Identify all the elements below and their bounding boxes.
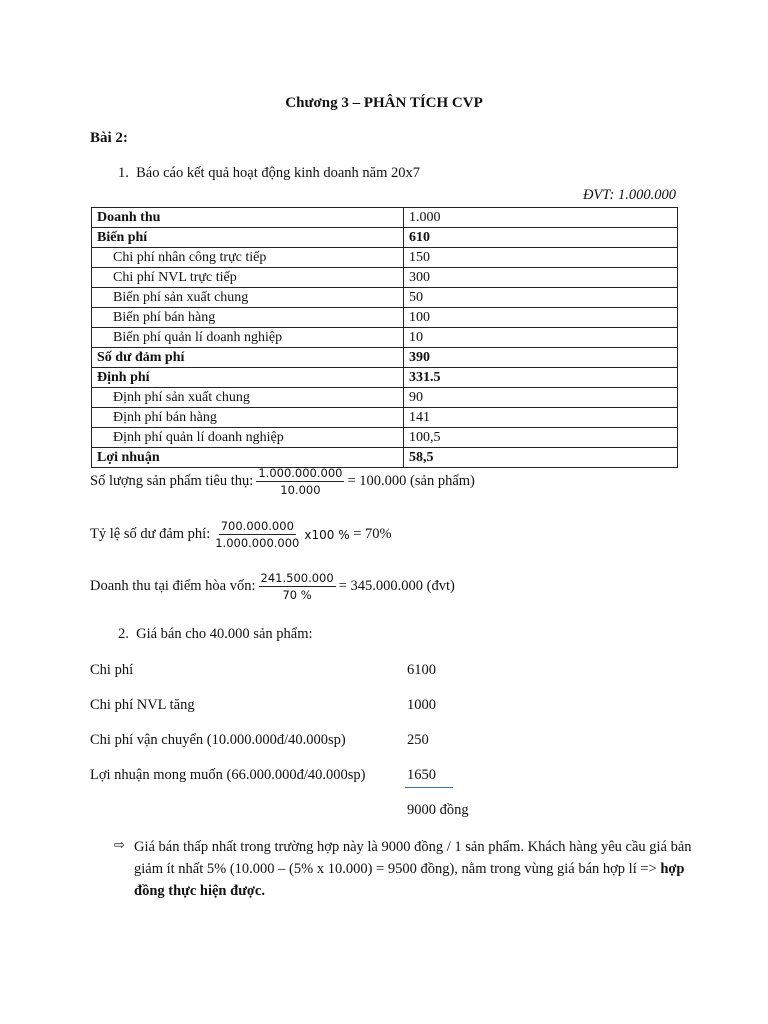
numerator: 700.000.000 [220, 519, 294, 533]
table-row [92, 328, 678, 348]
row-value: 300 [404, 268, 678, 288]
conclusion-bold: hợp đồng thực hiện được. [134, 861, 685, 899]
multiplier: x100 % [304, 527, 350, 542]
denominator: 1.000.000.000 [215, 536, 300, 550]
section-2-text: Giá bán cho 40.000 sản phẩm: [136, 626, 313, 642]
numerator: 241.500.000 [260, 571, 334, 585]
section-1-heading [118, 165, 420, 182]
row-value: 390 [404, 348, 678, 368]
row-label: Biến phí [92, 228, 404, 248]
row-value: 100 [404, 308, 678, 328]
cm-ratio-formula [90, 519, 392, 550]
formula-label: Tỷ lệ số dư đảm phí: [90, 526, 211, 542]
formula-result: = 345.000.000 (đvt) [338, 578, 455, 594]
formula-result: = 100.000 (sản phẩm) [347, 473, 475, 489]
row-label: Chi phí NVL trực tiếp [92, 268, 404, 288]
row-label: Định phí sản xuất chung [92, 388, 404, 408]
row-label: Lợi nhuận [92, 448, 404, 468]
cost-label: Chi phí vận chuyển (10.000.000đ/40.000sp) [90, 732, 346, 748]
table-row [92, 228, 678, 248]
cost-label: Chi phí NVL tăng [90, 697, 195, 713]
section-2-number: 2. [118, 626, 129, 642]
fraction [256, 466, 344, 497]
arrow-right-icon: ⇨ [114, 838, 125, 853]
table-row [92, 388, 678, 408]
table-row [92, 248, 678, 268]
row-value: 90 [404, 388, 678, 408]
row-label: Định phí bán hàng [92, 408, 404, 428]
section-2-heading [118, 626, 313, 643]
conclusion-text: Giá bán thấp nhất trong trường hợp này là 9000 đồng / 1 sản phẩm. Khách hàng yêu cầu giá bản giảm ít nhất 5% (10.000 – (5% x 10.000) = 9500 đồng), nằm trong vùng giá bán hợp lí => [134, 839, 692, 877]
cost-value: 6100 [407, 662, 436, 678]
numerator: 1.000.000.000 [258, 466, 343, 480]
table-row [92, 448, 678, 468]
row-value: 141 [404, 408, 678, 428]
row-label: Biến phí sản xuất chung [92, 288, 404, 308]
row-value: 100,5 [404, 428, 678, 448]
unit-note: ĐVT: 1.000.000 [582, 187, 676, 203]
cost-total: 9000 đồng [407, 802, 469, 818]
fraction [259, 571, 336, 602]
cost-value: 250 [407, 732, 429, 748]
row-label: Định phí [92, 368, 404, 388]
table-row [92, 268, 678, 288]
table-row [92, 308, 678, 328]
breakeven-formula [90, 571, 455, 602]
row-value: 610 [404, 228, 678, 248]
page-title: Chương 3 – PHÂN TÍCH CVP [285, 95, 483, 111]
section-1-text: Báo cáo kết quả hoạt động kinh doanh năm 20x7 [136, 165, 421, 181]
exercise-heading: Bài 2: [90, 130, 128, 146]
row-label: Định phí quản lí doanh nghiệp [92, 428, 404, 448]
denominator: 70 % [282, 588, 312, 602]
section-1-number: 1. [118, 165, 129, 181]
table-row [92, 348, 678, 368]
row-value: 150 [404, 248, 678, 268]
conclusion-paragraph [134, 836, 694, 902]
income-statement-table [91, 207, 678, 468]
table-row [92, 428, 678, 448]
row-value: 58,5 [404, 448, 678, 468]
row-label: Chi phí nhân công trực tiếp [92, 248, 404, 268]
cost-label: Chi phí [90, 662, 134, 678]
row-label: Số dư đảm phí [92, 348, 404, 368]
row-label: Biến phí bán hàng [92, 308, 404, 328]
row-label: Doanh thu [92, 208, 404, 228]
row-value: 331.5 [404, 368, 678, 388]
cost-value: 1650 [407, 767, 436, 783]
row-value: 1.000 [404, 208, 678, 228]
formula-label: Doanh thu tại điểm hòa vốn: [90, 578, 256, 594]
table-row [92, 408, 678, 428]
cost-label: Lợi nhuận mong muốn (66.000.000đ/40.000sp) [90, 767, 366, 783]
cost-value: 1000 [407, 697, 436, 713]
row-value: 50 [404, 288, 678, 308]
table-row [92, 208, 678, 228]
denominator: 10.000 [280, 483, 321, 497]
table-row [92, 368, 678, 388]
fraction [213, 519, 301, 550]
units-sold-formula [90, 466, 475, 497]
row-label: Biến phí quản lí doanh nghiệp [92, 328, 404, 348]
table-row [92, 288, 678, 308]
sum-underline [405, 787, 453, 788]
formula-label: Số lượng sản phẩm tiêu thụ: [90, 473, 254, 489]
formula-result: = 70% [353, 526, 392, 542]
row-value: 10 [404, 328, 678, 348]
